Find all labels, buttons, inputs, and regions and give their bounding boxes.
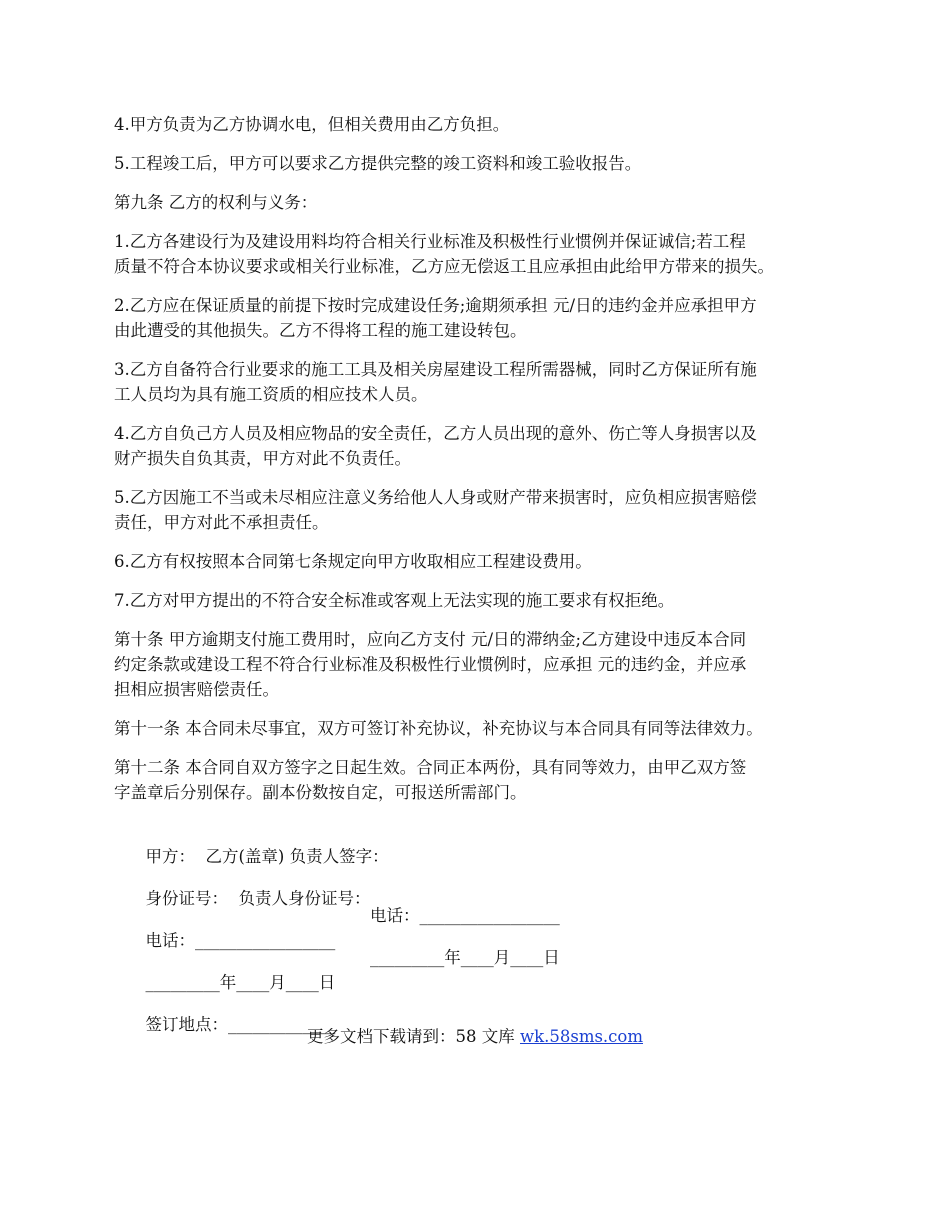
footer-text: 更多文档下载请到：58 文库 — [306, 1027, 520, 1046]
paragraph-line: 约定条款或建设工程不符合行业标准及积极性行业惯例时，应承担 元的违约金，并应承 — [114, 655, 747, 674]
clause-paragraph — [114, 421, 854, 471]
paragraph-line: 担相应损害赔偿责任。 — [114, 680, 279, 699]
article-paragraph — [114, 716, 854, 741]
party-b-phone-field: 电话：_________________ — [370, 906, 560, 925]
party-a-date-field: _________年____月____日 — [145, 973, 336, 992]
paragraph-line: 第十二条 本合同自双方签字之日起生效。合同正本两份，具有同等效力，由甲乙双方签 — [114, 758, 747, 777]
clause-paragraph — [114, 588, 854, 613]
paragraph-line: 责任，甲方对此不承担责任。 — [114, 513, 329, 532]
paragraph-line: 财产损失自负其责，甲方对此不负责任。 — [114, 449, 411, 468]
paragraph-line: 工人员均为具有施工资质的相应技术人员。 — [114, 385, 428, 404]
article-paragraph — [114, 627, 854, 702]
paragraph-line: 2.乙方应在保证质量的前提下按时完成建设任务;逾期须承担 元/日的违约金并应承担甲方 — [114, 296, 757, 315]
clause-paragraph — [114, 485, 854, 535]
party-b-date-field: _________年____月____日 — [370, 948, 560, 967]
signing-place-line — [114, 987, 854, 1034]
paragraph-line: 6.乙方有权按照本合同第七条规定向甲方收取相应工程建设费用。 — [114, 552, 592, 571]
paragraph-line: 5.乙方因施工不当或未尽相应注意义务给他人人身或财产带来损害时，应负相应损害赔偿 — [114, 488, 757, 507]
party-signature-line — [114, 819, 854, 866]
clause-paragraph — [114, 549, 854, 574]
id-number-text: 身份证号： 负责人身份证号： — [145, 889, 371, 908]
clause-paragraph — [114, 229, 854, 279]
paragraph-line: 第十条 甲方逾期支付施工费用时，应向乙方支付 元/日的滞纳金;乙方建设中违反本合同 — [114, 630, 747, 649]
paragraph-line: 由此遭受的其他损失。乙方不得将工程的施工建设转包。 — [114, 321, 527, 340]
document-body — [114, 112, 854, 1034]
paragraph-line: 7.乙方对甲方提出的不符合安全标准或客观上无法实现的施工要求有权拒绝。 — [114, 591, 675, 610]
clause-paragraph — [114, 357, 854, 407]
paragraph-line: 质量不符合本协议要求或相关行业标准，乙方应无偿返工且应承担由此给甲方带来的损失。 — [114, 257, 774, 276]
clause-paragraph — [114, 293, 854, 343]
paragraph-line: 1.乙方各建设行为及建设用料均符合相关行业标准及积极性行业惯例并保证诚信;若工程 — [114, 232, 746, 251]
party-a-phone-field: 电话：_________________ — [145, 931, 336, 950]
party-signature-text: 甲方： 乙方(盖章) 负责人签字： — [145, 847, 389, 866]
clause-paragraph — [114, 151, 854, 176]
website-link[interactable]: wk.58sms.com — [519, 1027, 643, 1046]
paragraph-line: 第十一条 本合同未尽事宜，双方可签订补充协议，补充协议与本合同具有同等法律效力。 — [114, 719, 763, 738]
signature-block — [114, 819, 854, 1034]
paragraph-line: 4.甲方负责为乙方协调水电，但相关费用由乙方负担。 — [114, 115, 510, 134]
phone-line — [114, 903, 854, 950]
clause-paragraph — [114, 112, 854, 137]
paragraph-line: 5.工程竣工后，甲方可以要求乙方提供完整的竣工资料和竣工验收报告。 — [114, 154, 642, 173]
paragraph-line: 4.乙方自负己方人员及相应物品的安全责任，乙方人员出现的意外、伤亡等人身损害以及 — [114, 424, 757, 443]
paragraph-line: 第九条 乙方的权利与义务： — [114, 193, 318, 212]
paragraph-line: 字盖章后分别保存。副本份数按自定，可报送所需部门。 — [114, 783, 527, 802]
date-line — [114, 945, 854, 992]
article-heading — [114, 190, 854, 215]
id-number-line — [114, 861, 854, 908]
download-footer — [0, 1024, 950, 1049]
article-paragraph — [114, 755, 854, 805]
paragraph-line: 3.乙方自备符合行业要求的施工工具及相关房屋建设工程所需器械，同时乙方保证所有施 — [114, 360, 757, 379]
signing-place-field: 签订地点：_____________ — [145, 1015, 336, 1034]
